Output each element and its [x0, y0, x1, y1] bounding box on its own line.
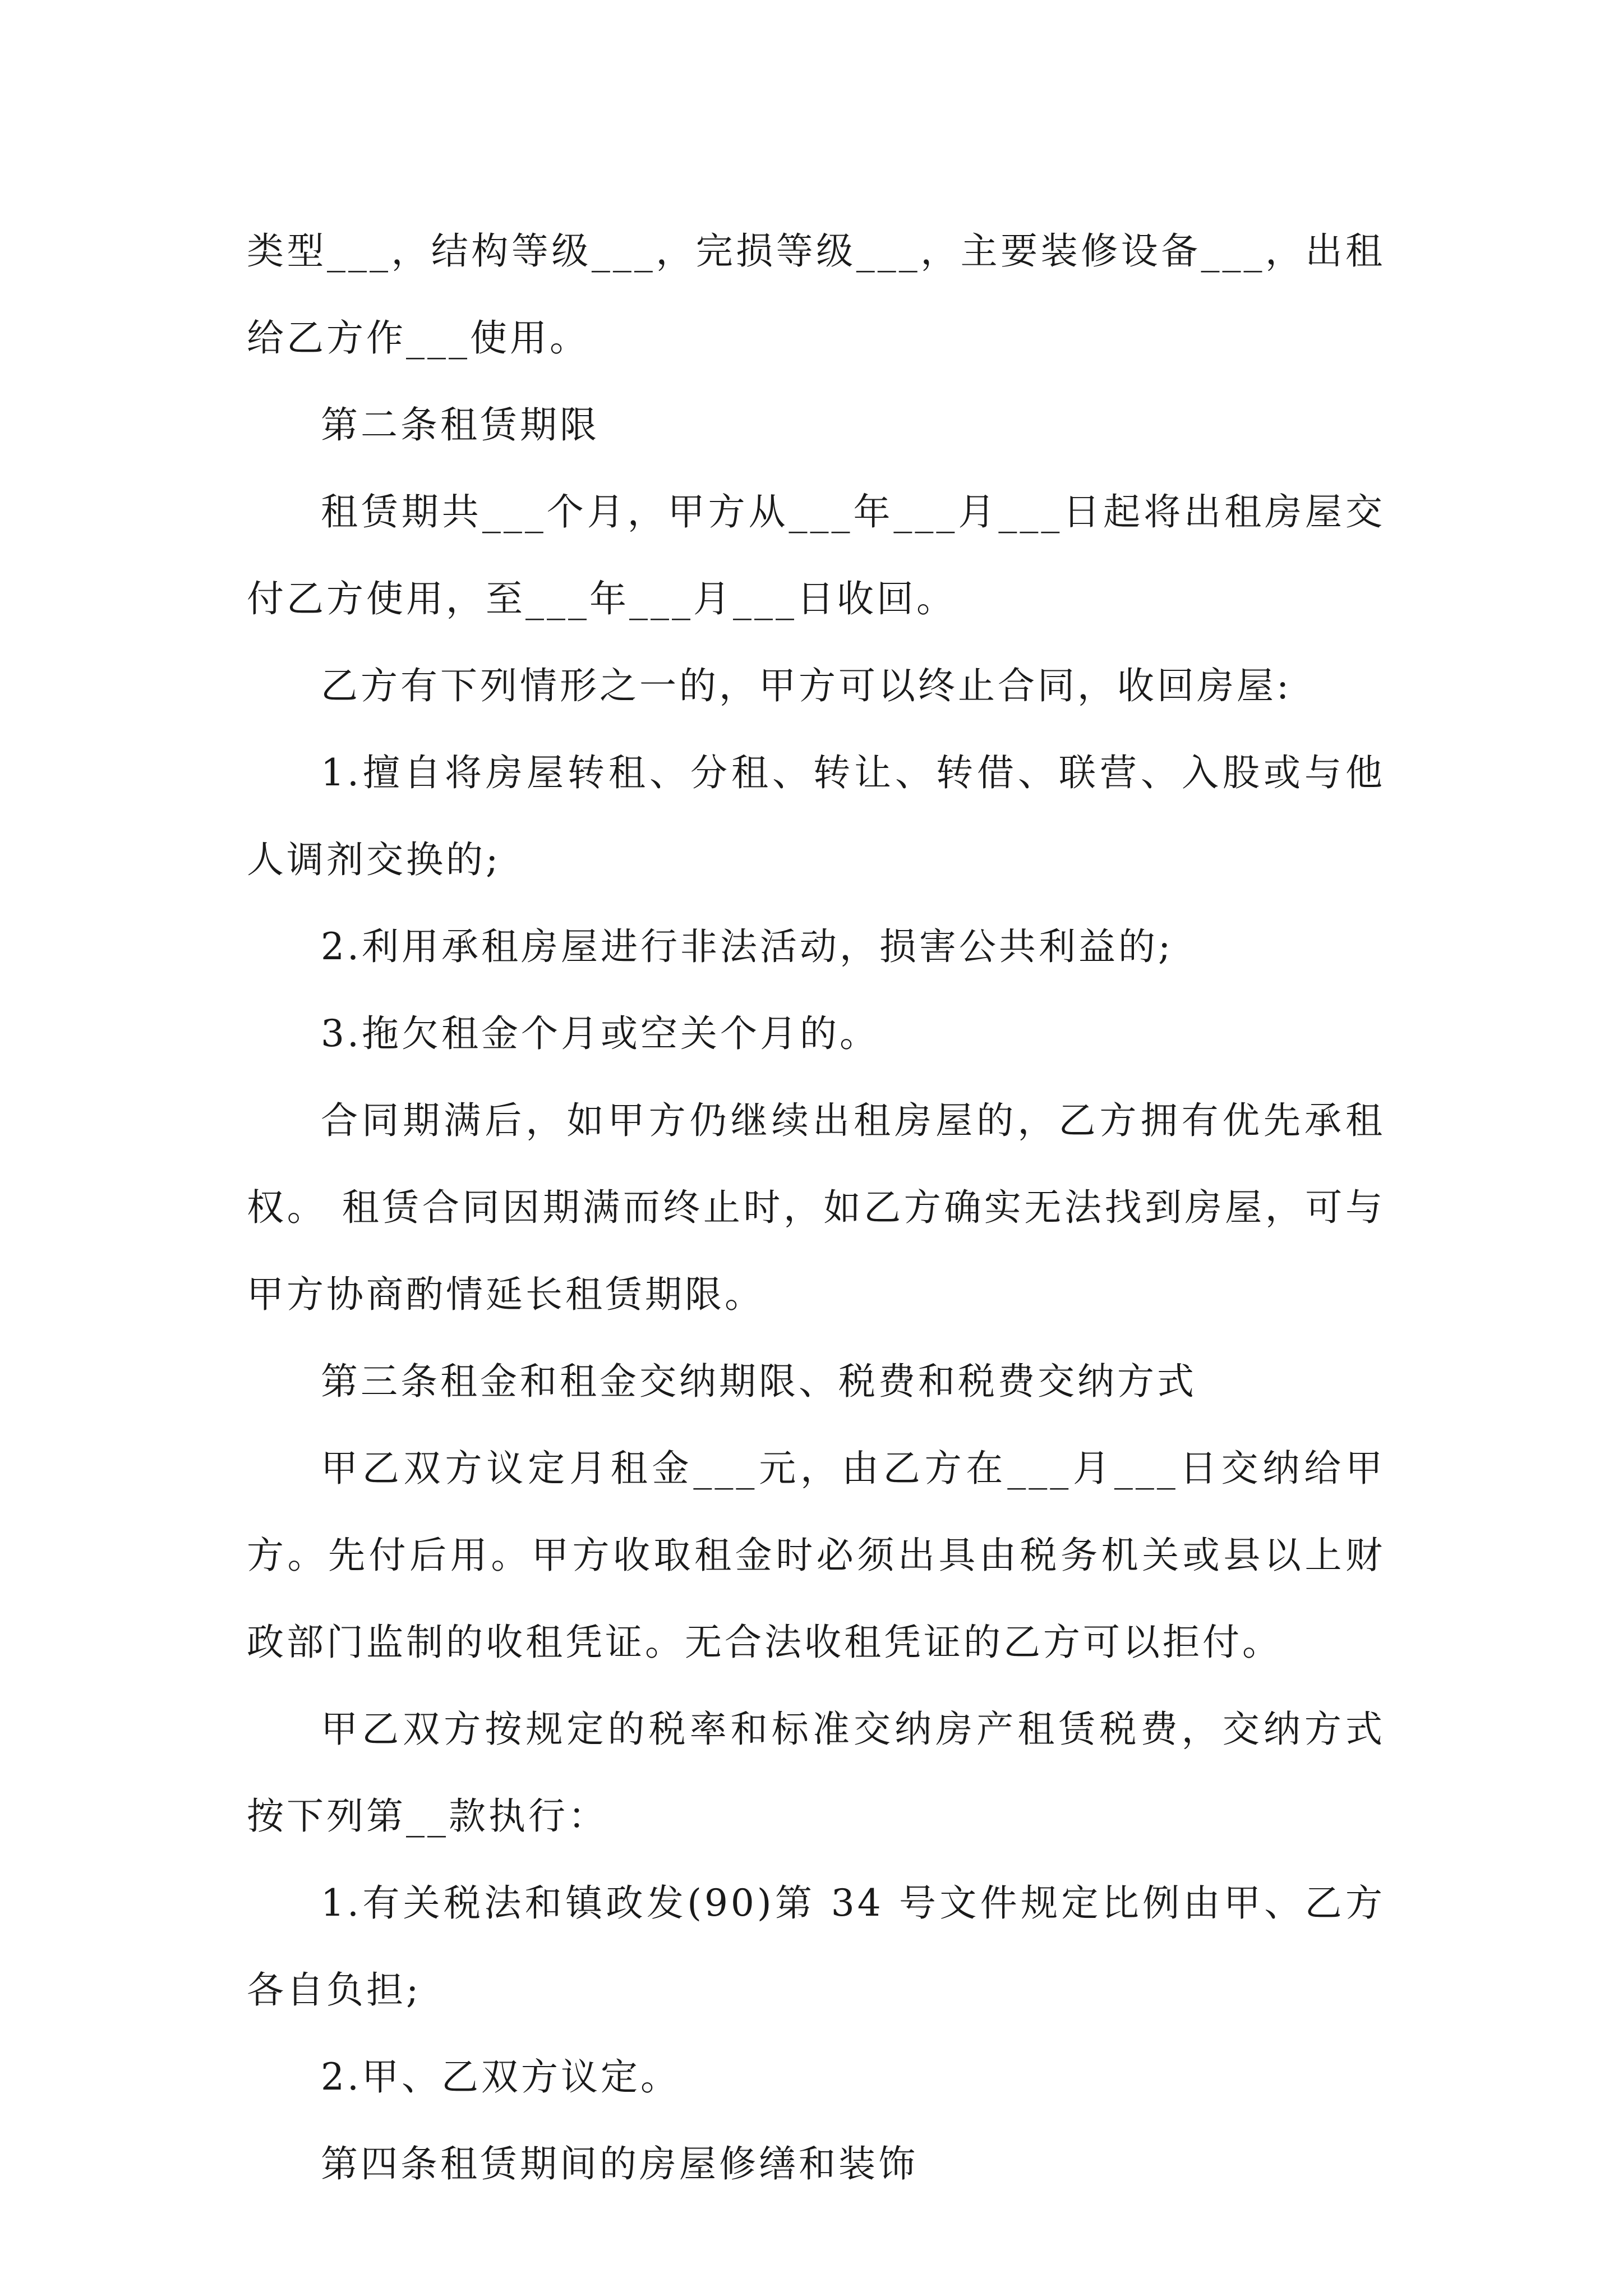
paragraph-renewal-priority: 合同期满后，如甲方仍继续出租房屋的，乙方拥有优先承租权。 租赁合同因期满而终止时，如乙方确实无法找到房屋，可与甲方协商酌情延长租赁期限。	[247, 1099, 1385, 1316]
list-item-rent-arrears: 3.拖欠租金个月或空关个月的。	[321, 1012, 879, 1055]
paragraph-tax-payment: 甲乙双方按规定的税率和标准交纳房产租赁税费，交纳方式按下列第__款执行：	[247, 1708, 1385, 1838]
section-heading-repairs: 第四条租赁期间的房屋修缮和装饰	[321, 2142, 918, 2185]
paragraph-termination-conditions: 乙方有下列情形之一的，甲方可以终止合同，收回房屋:	[321, 664, 1292, 707]
contract-body	[247, 208, 1385, 2207]
section-heading-lease-term: 第二条租赁期限	[321, 403, 600, 447]
list-item-illegal-use: 2.利用承租房屋进行非法活动，损害公共利益的;	[321, 925, 1174, 968]
paragraph-monthly-rent: 甲乙双方议定月租金___元，由乙方在___月___日交纳给甲方。先付后用。甲方收取租金时必须出具由税务机关或县以上财政部门监制的收租凭证。无合法收租凭证的乙方可以拒付。	[247, 1447, 1385, 1664]
paragraph-property-details: 类型___，结构等级___，完损等级___，主要装修设备___，出租给乙方作___使用。	[247, 229, 1385, 360]
paragraph-lease-period: 租赁期共___个月，甲方从___年___月___日起将出租房屋交付乙方使用，至___年___月___日收回。	[247, 490, 1385, 620]
section-heading-rent-and-taxes: 第三条租金和租金交纳期限、税费和税费交纳方式	[321, 1360, 1197, 1403]
list-item-mutual-agreement: 2.甲、乙双方议定。	[321, 2055, 680, 2099]
list-item-tax-law-ratio: 1.有关税法和镇政发(90)第 34 号文件规定比例由甲、乙方各自负担;	[247, 1881, 1385, 2012]
list-item-sublease: 1.擅自将房屋转租、分租、转让、转借、联营、入股或与他人调剂交换的;	[247, 751, 1385, 881]
